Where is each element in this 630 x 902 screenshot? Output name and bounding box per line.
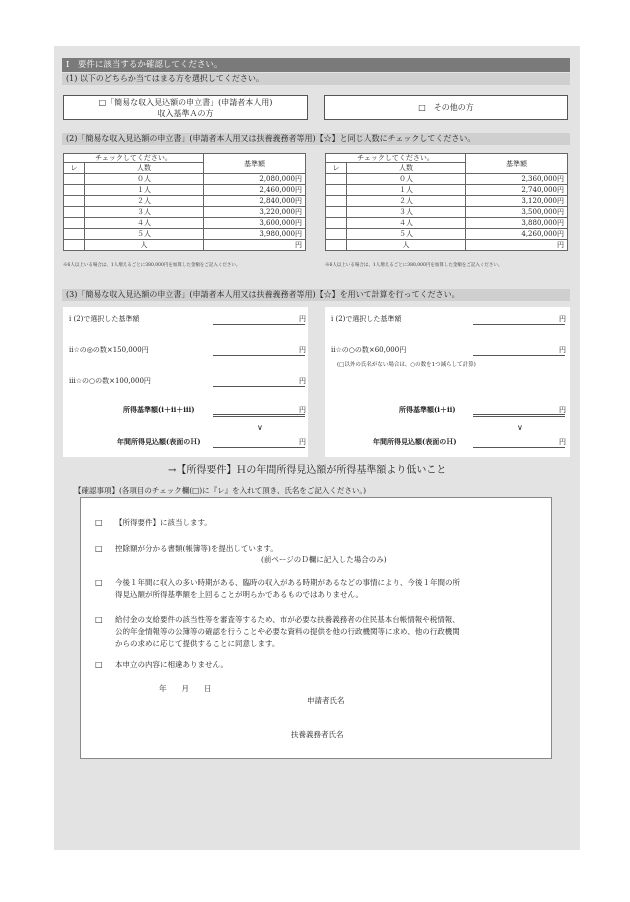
date-field[interactable]: 年 月 日 (159, 684, 212, 693)
gte-symbol: ∨ (517, 423, 523, 432)
calc-annual-label: 年間所得見込額(表面のＨ) (117, 437, 201, 446)
calc-i-field[interactable] (473, 324, 565, 325)
check-cell[interactable] (64, 218, 85, 229)
persons-cell: ２人 (347, 196, 466, 207)
persons-cell: ３人 (347, 207, 466, 218)
check-cell[interactable] (64, 240, 85, 251)
calc-ii-field[interactable] (473, 355, 565, 356)
table-row (64, 196, 306, 207)
table-row (326, 196, 568, 207)
option-a-line1: □「簡易な収入見込額の申立書」(申請者本人用) (98, 97, 273, 107)
check-cell[interactable] (326, 218, 347, 229)
persons-cell: ３人 (85, 207, 204, 218)
calc-total-label: 所得基準額(ⅰ＋ⅱ＋ⅲ) (123, 405, 195, 414)
item-1: 【所得要件】に該当します。 (115, 518, 212, 527)
amount-cell: 4,260,000円 (466, 229, 568, 240)
amount-cell: 2,080,000円 (204, 174, 306, 185)
base-table-left (63, 153, 306, 251)
calc-annual-field[interactable] (473, 447, 565, 448)
question-2: (2)「簡易な収入見込額の申立書」(申請者本人用又は扶養義務者等用)【☆】と同じ人数にチェックしてください。 (62, 133, 570, 145)
calc-total-label: 所得基準額(ⅰ＋ⅱ) (399, 405, 456, 414)
check-cell[interactable] (326, 196, 347, 207)
check-cell[interactable] (64, 174, 85, 185)
amount-cell: 3,500,000円 (466, 207, 568, 218)
persons-cell: 人 (85, 240, 204, 251)
yen-label: 円 (299, 346, 306, 354)
table-row (326, 207, 568, 218)
persons-cell: ４人 (85, 218, 204, 229)
calc-annual-label: 年間所得見込額(表面のＨ) (373, 437, 457, 446)
persons-cell: ０人 (347, 174, 466, 185)
persons-cell: ４人 (347, 218, 466, 229)
amount-cell: 2,460,000円 (204, 185, 306, 196)
amount-cell: 円 (204, 240, 306, 251)
check-cell[interactable] (64, 207, 85, 218)
calc-i-label: ⅰ (2)で選択した基準額 (331, 315, 402, 323)
checkbox-2[interactable]: □ (95, 544, 103, 553)
check-cell[interactable] (326, 185, 347, 196)
calc-iii-field[interactable] (213, 386, 305, 387)
amount-cell: 円 (466, 240, 568, 251)
item-5: 本申立の内容に相違ありません。 (115, 660, 228, 669)
calc-ii-label: ⅱ☆の◎の数×150,000円 (69, 346, 149, 354)
persons-header: 人数 (347, 163, 466, 174)
yen-label: 円 (299, 377, 306, 385)
calc-ii-label: ⅱ☆の○の数×60,000円 (331, 346, 407, 354)
check-cell[interactable] (326, 240, 347, 251)
check-cell[interactable] (326, 174, 347, 185)
checkbox-5[interactable]: □ (95, 660, 103, 669)
check-mark-header: レ (326, 163, 347, 174)
option-b-button[interactable] (324, 95, 568, 120)
check-mark-header: レ (64, 163, 85, 174)
item-2-line1: 控除額が分かる書類(帳簿等)を提出しています。 (115, 544, 278, 553)
table-row (326, 185, 568, 196)
item-2-line2: (前ページのＤ欄に記入した場合のみ) (261, 555, 387, 564)
persons-cell: ５人 (347, 229, 466, 240)
persons-cell: １人 (347, 185, 466, 196)
yen-label: 円 (299, 406, 306, 414)
amount-cell: 2,840,000円 (204, 196, 306, 207)
calc-panel-right (325, 307, 570, 457)
yen-label: 円 (559, 346, 566, 354)
yen-label: 円 (559, 406, 566, 414)
option-a-line2: 収入基準Ａの方 (157, 108, 214, 118)
calc-ii-field[interactable] (213, 355, 305, 356)
gte-symbol: ∨ (257, 423, 263, 432)
item-4-line1: 給付金の支給要件の該当性等を審査等するため、市が必要な扶養義務者の住民基本台帳情報や税情報、 (115, 615, 460, 624)
base-table-right (325, 153, 568, 251)
question-3: (3)「簡易な収入見込額の申立書」(申請者本人用又は扶養義務者等用)【☆】を用いて計算を行ってください。 (62, 289, 570, 301)
table-row (326, 229, 568, 240)
item-3-line1: 今後１年間に収入の多い時期がある、臨時の収入がある時期があるなどの事情により、今後１年間の所 (115, 578, 460, 587)
table-row (326, 218, 568, 229)
calc-i-field[interactable] (213, 324, 305, 325)
table-row (326, 240, 568, 251)
amount-cell: 3,980,000円 (204, 229, 306, 240)
amount-cell: 3,220,000円 (204, 207, 306, 218)
option-b-label: □ その他の方 (418, 103, 474, 112)
section-header: Ⅰ 要件に該当するか確認してください。 (62, 58, 570, 72)
note-left: ※6人以上いる場合は、1人増えるごとに380,000円を加算した金額をご記入ください。 (63, 263, 241, 268)
table-row (64, 174, 306, 185)
persons-cell: ０人 (85, 174, 204, 185)
check-cell[interactable] (64, 196, 85, 207)
check-cell[interactable] (64, 229, 85, 240)
persons-header: 人数 (85, 163, 204, 174)
table-row (64, 240, 306, 251)
calc-total-field[interactable] (473, 414, 565, 417)
yen-label: 円 (559, 315, 566, 323)
yen-label: 円 (299, 315, 306, 323)
calc-i-label: ⅰ (2)で選択した基準額 (69, 315, 140, 323)
calc-annual-field[interactable] (213, 447, 305, 448)
calc-iii-label: ⅲ☆の○の数×100,000円 (69, 377, 151, 385)
check-cell[interactable] (64, 185, 85, 196)
check-header: チェックしてください。 (326, 154, 466, 163)
yen-label: 円 (559, 438, 566, 446)
option-a-button[interactable] (63, 95, 308, 120)
check-cell[interactable] (326, 207, 347, 218)
table-row (326, 174, 568, 185)
note-right: ※6人以上いる場合は、1人増えるごとに380,000円を加算した金額をご記入ください。 (325, 263, 503, 268)
applicant-name-label: 申請者氏名 (307, 696, 345, 705)
table-row (64, 185, 306, 196)
amount-cell: 2,360,000円 (466, 174, 568, 185)
confirm-title: 【確認事項】(各項目のチェック欄(□)に『レ』を入れて頂き、氏名をご記入ください。) (74, 486, 367, 495)
amount-cell: 2,740,000円 (466, 185, 568, 196)
base-header: 基準額 (204, 154, 306, 174)
item-4-line3: からの求めに応じて提供することに同意します。 (115, 639, 280, 648)
persons-cell: １人 (85, 185, 204, 196)
calc-panel-left (63, 307, 308, 457)
amount-cell: 3,600,000円 (204, 218, 306, 229)
calc-total-field[interactable] (213, 414, 305, 417)
conclusion-text: →【所得要件】Ｈの年間所得見込額が所得基準額より低いこと (168, 465, 447, 476)
persons-cell: 人 (347, 240, 466, 251)
check-cell[interactable] (326, 229, 347, 240)
amount-cell: 3,120,000円 (466, 196, 568, 207)
guardian-name-label: 扶養義務者氏名 (291, 730, 344, 739)
table-row (64, 207, 306, 218)
item-3-line2: 得見込額が所得基準額を上回ることが明らかであるものではありません。 (115, 590, 363, 599)
checkbox-1[interactable]: □ (95, 518, 103, 527)
checkbox-4[interactable]: □ (95, 615, 103, 624)
calc-ii-note: (□以外の氏名がない場合は、○の数を1つ減らして計算) (337, 362, 476, 368)
amount-cell: 3,880,000円 (466, 218, 568, 229)
persons-cell: ２人 (85, 196, 204, 207)
question-1: (1) 以下のどちらか当てはまる方を選択してください。 (62, 73, 570, 85)
confirm-box (80, 497, 552, 759)
table-row (64, 218, 306, 229)
persons-cell: ５人 (85, 229, 204, 240)
table-row (64, 229, 306, 240)
item-4-line2: 公的年金情報等の公簿等の確認を行うことや必要な資料の提供を他の行政機関等に求め、他の行政機関 (115, 627, 460, 636)
yen-label: 円 (299, 438, 306, 446)
base-header: 基準額 (466, 154, 568, 174)
checkbox-3[interactable]: □ (95, 578, 103, 587)
check-header: チェックしてください。 (64, 154, 204, 163)
